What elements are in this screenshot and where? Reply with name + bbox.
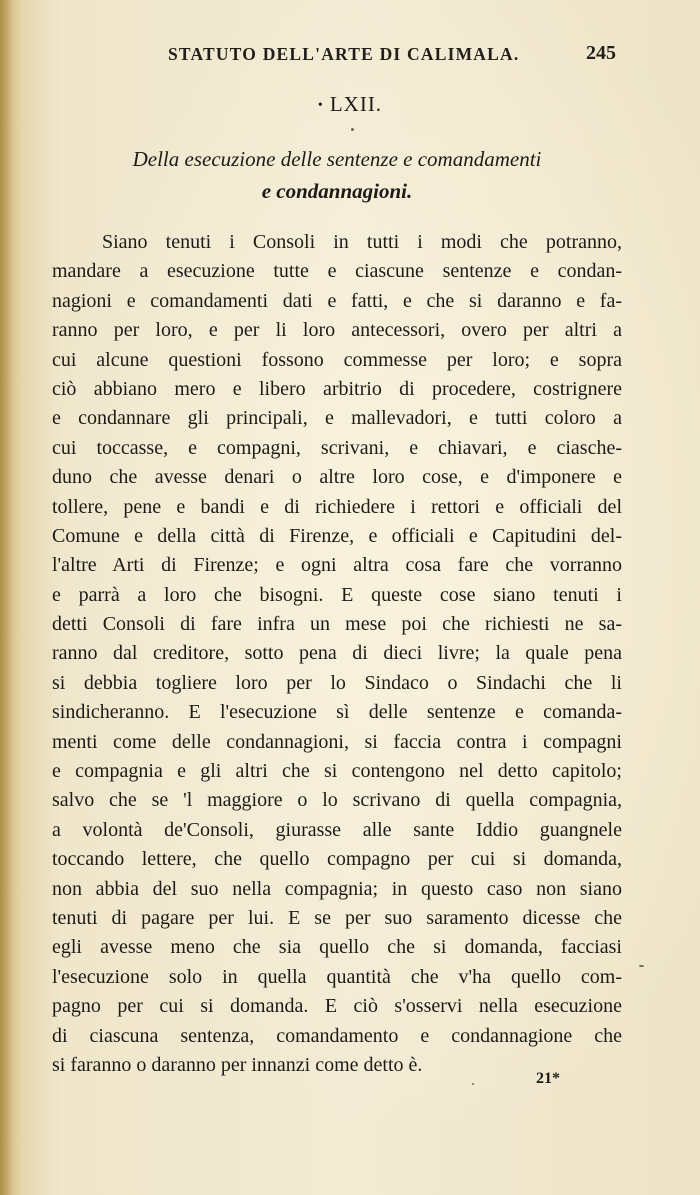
body-line: egli avesse meno che sia quello che si domanda, facciasi (52, 936, 622, 959)
body-line: cui alcune questioni fossono commesse per loro; e sopra (52, 348, 622, 371)
ink-speck (639, 965, 644, 967)
body-line: e compagnia e gli altri che si contengono nel detto capitolo; (52, 760, 622, 783)
page-number: 245 (586, 42, 616, 64)
body-line: e parrà a loro che bisogni. E queste cose siano tenuti i (52, 583, 622, 606)
body-line: nagioni e comandamenti dati e fatti, e che si daranno e fa- (52, 289, 622, 312)
body-line: detti Consoli di fare infra un mese poi che richiesti ne sa- (52, 613, 622, 636)
body-line: Comune e della città di Firenze, e officiali e Capitudini del- (52, 524, 622, 547)
body-line: tenuti di pagare per lui. E se per suo saramento dicesse che (52, 906, 622, 929)
body-line: ranno per loro, e per li loro antecessori, overo per altri a (52, 319, 622, 342)
body-line: salvo che se 'l maggiore o lo scrivano di quella compagnia, (52, 789, 622, 812)
body-line: si debbia togliere loro per lo Sindaco o Sindachi che li (52, 671, 622, 694)
body-line: di ciascuna sentenza, comandamento e condannagione che (52, 1024, 622, 1047)
ink-speck (351, 128, 354, 131)
page-gutter-shadow (0, 0, 14, 1195)
signature-mark: 21* (536, 1070, 560, 1087)
body-line: cui toccasse, e compagni, scrivani, e chiavari, e ciasche- (52, 436, 622, 459)
section-title (52, 143, 622, 207)
section-title-line-1: Della esecuzione delle sentenze e comandamenti (132, 147, 542, 171)
section-number (0, 92, 700, 117)
body-line: non abbia del suo nella compagnia; in questo caso non siano (52, 877, 622, 900)
running-head (0, 44, 700, 74)
body-line: duno che avesse denari o altre loro cose, e d'imponere e (52, 466, 622, 489)
running-title: STATUTO DELL'ARTE DI CALIMALA. (168, 44, 520, 64)
body-paragraph (52, 228, 622, 1080)
body-line: mandare a esecuzione tutte e ciascune sentenze e condan- (52, 260, 622, 283)
body-line: a volontà de'Consoli, giurasse alle sante Iddio guangnele (52, 818, 622, 841)
body-line: ciò abbiano mero e libero arbitrio di procedere, costrignere (52, 377, 622, 400)
body-line: si faranno o daranno per innanzi come detto è. (52, 1053, 423, 1076)
section-bullet: • (317, 98, 324, 114)
body-line: menti come delle condannagioni, si faccia contra i compagni (52, 730, 622, 753)
body-line: tollere, pene e bandi e di richiedere i rettori e officiali del (52, 495, 622, 518)
body-line: l'esecuzione solo in quella quantità che v'ha quello com- (52, 965, 622, 988)
body-line: sindicheranno. E l'esecuzione sì delle sentenze e comanda- (52, 701, 622, 724)
ink-speck (472, 1083, 474, 1085)
body-line: ranno dal creditore, sotto pena di dieci livre; la quale pena (52, 642, 622, 665)
section-number-text: LXII. (329, 92, 383, 116)
body-line: e condannare gli principali, e mallevadori, e tutti coloro a (52, 407, 622, 430)
body-line: Siano tenuti i Consoli in tutti i modi che potranno, (102, 231, 622, 253)
section-title-line-2: e condannagioni. (261, 179, 413, 203)
body-line: pagno per cui si domanda. E ciò s'osservi nella esecuzione (52, 995, 622, 1018)
body-line: l'altre Arti di Firenze; e ogni altra cosa fare che vorranno (52, 554, 622, 577)
body-line: toccando lettere, che quello compagno per cui si domanda, (52, 848, 622, 871)
